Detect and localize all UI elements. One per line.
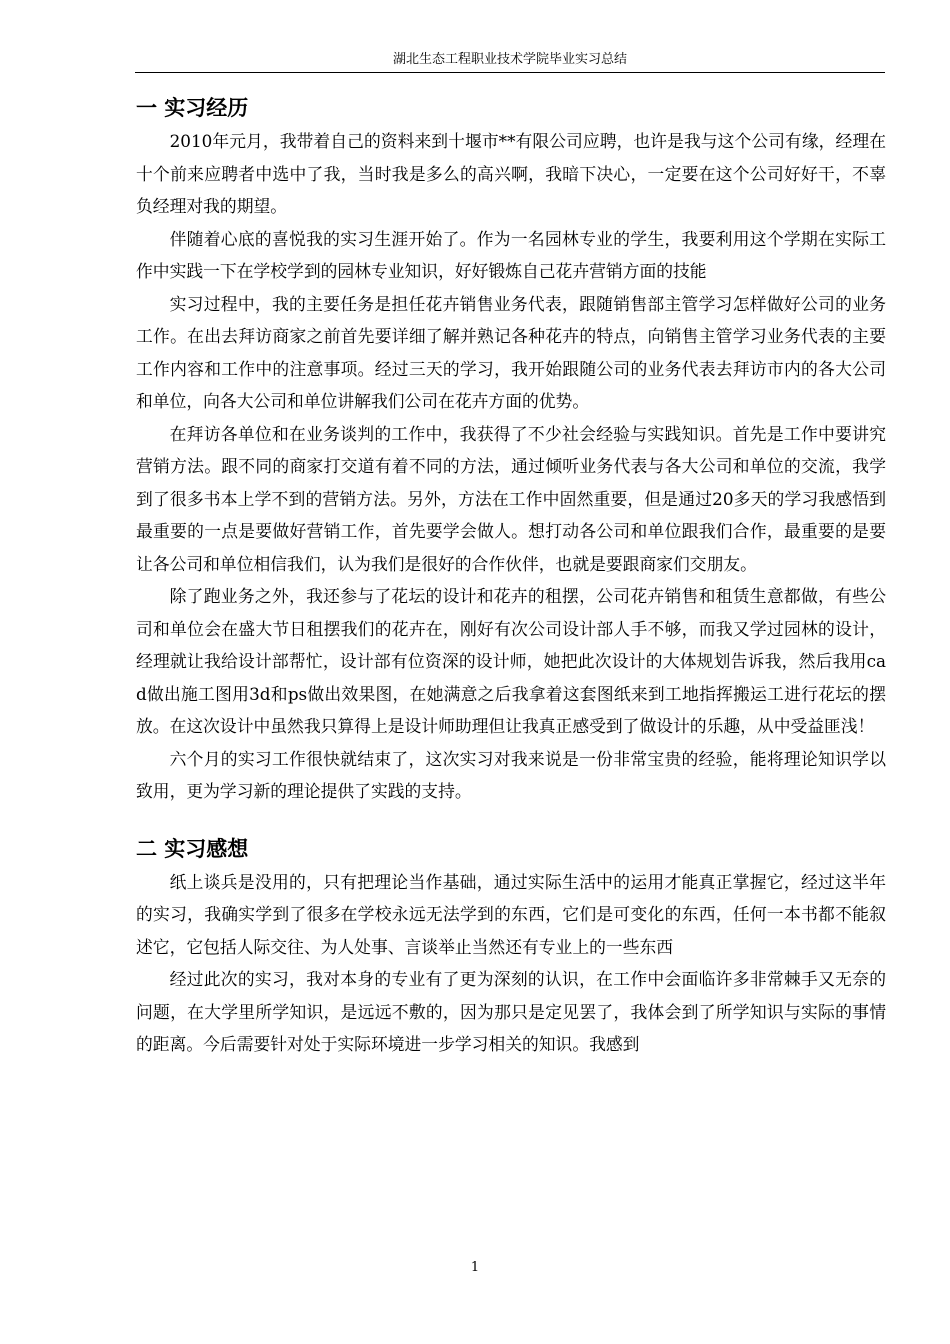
paragraph: 实习过程中，我的主要任务是担任花卉销售业务代表，跟随销售部主管学习怎样做好公司的业务工作。在出去拜访商家之前首先要详细了解并熟记各种花卉的特点，向销售主管学习业务代表的主要工作内容和工作中的注意事项。经过三天的学习，我开始跟随公司的业务代表去拜访市内的各大公司和单位，向各大公司和单位讲解我们公司在花卉方面的优势。 bbox=[136, 293, 886, 411]
paragraph: 六个月的实习工作很快就结束了，这次实习对我来说是一份非常宝贵的经验，能将理论知识学以致用，更为学习新的理论提供了实践的支持。 bbox=[136, 748, 886, 801]
paragraph: 伴随着心底的喜悦我的实习生涯开始了。作为一名园林专业的学生，我要利用这个学期在实际工作中实践一下在学校学到的园林专业知识，好好锻炼自己花卉营销方面的技能 bbox=[136, 228, 886, 281]
section-heading: 一 实习经历 bbox=[136, 96, 249, 120]
page-number: 1 bbox=[470, 1260, 480, 1275]
section-heading: 二 实习感想 bbox=[136, 836, 249, 861]
paragraph: 纸上谈兵是没用的，只有把理论当作基础，通过实际生活中的运用才能真正掌握它，经过这半年的实习，我确实学到了很多在学校永远无法学到的东西，它们是可变化的东西，任何一本书都不能叙述它，它包括人际交往、为人处事、言谈举止当然还有专业上的一些东西 bbox=[136, 871, 886, 957]
paragraph: 在拜访各单位和在业务谈判的工作中，我获得了不少社会经验与实践知识。首先是工作中要讲究营销方法。跟不同的商家打交道有着不同的方法，通过倾听业务代表与各大公司和单位的交流，我学到了很多书本上学不到的营销方法。另外，方法在工作中固然重要，但是通过20多天的学习我感悟到最重要的一点是要做好营销工作，首先要学会做人。想打动各公司和单位跟我们合作，最重要的是要让各公司和单位相信我们，认为我们是很好的合作伙伴，也就是要跟商家们交朋友。 bbox=[136, 423, 886, 574]
section-experience bbox=[136, 93, 886, 808]
paragraph: 经过此次的实习，我对本身的专业有了更为深刻的认识，在工作中会面临许多非常棘手又无奈的问题，在大学里所学知识，是远远不敷的，因为那只是定见罢了，我体会到了所学知识与实际的事情的距离。今后需要针对处于实际环境进一步学习相关的知识。我感到 bbox=[136, 969, 886, 1054]
page-header: 湖北生态工程职业技术学院毕业实习总结 bbox=[392, 52, 627, 67]
header-divider bbox=[135, 72, 885, 73]
paragraph: 2010年元月，我带着自己的资料来到十堰市**有限公司应聘，也许是我与这个公司有缘，经理在十个前来应聘者中选中了我，当时我是多么的高兴啊，我暗下决心，一定要在这个公司好好干，不辜负经理对我的期望。 bbox=[136, 131, 886, 216]
paragraph: 除了跑业务之外，我还参与了花坛的设计和花卉的租摆，公司花卉销售和租赁生意都做，有些公司和单位会在盛大节日租摆我们的花卉在，刚好有次公司设计部人手不够，而我又学过园林的设计，经理就让我给设计部帮忙，设计部有位资深的设计师，她把此次设计的大体规划告诉我，然后我用cad做出施工图用3d和ps做出效果图，在她满意之后我拿着这套图纸来到工地指挥搬运工进行花坛的摆放。在这次设计中虽然我只算得上是设计师助理但让我真正感受到了做设计的乐趣，从中受益匪浅！ bbox=[136, 586, 886, 736]
section-reflections bbox=[136, 834, 886, 1061]
document-body bbox=[136, 93, 886, 1061]
